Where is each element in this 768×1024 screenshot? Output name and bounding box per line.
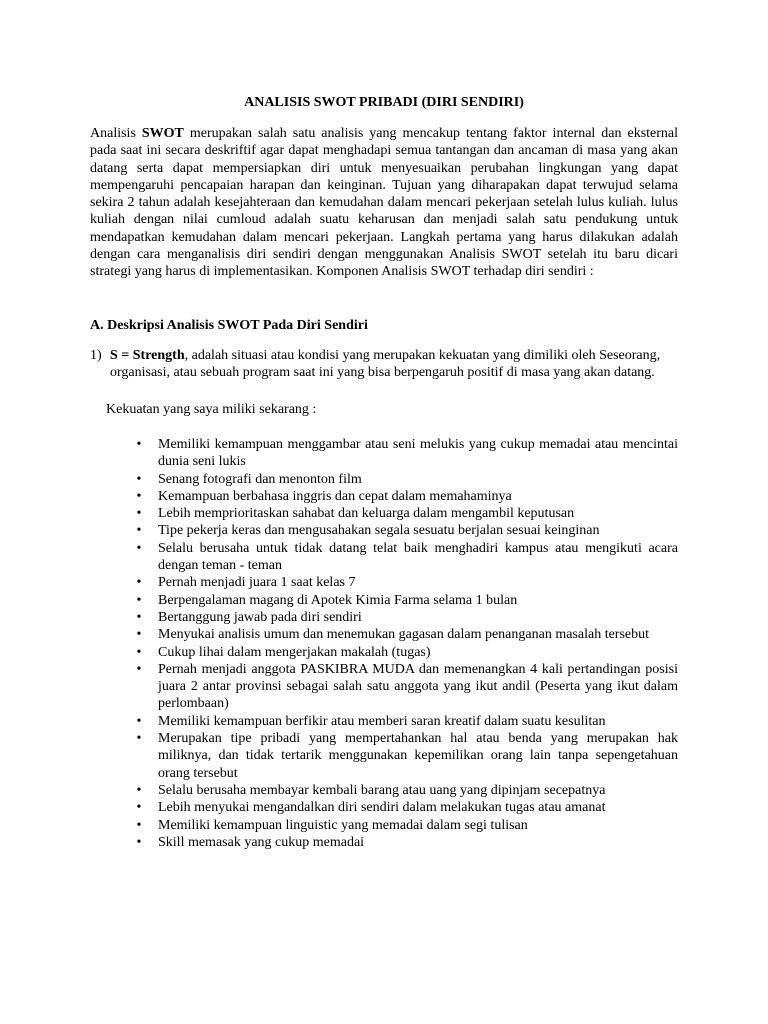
bullet-icon: • (136, 609, 142, 625)
list-item-text: Selalu berusaha membayar kembali barang atau uang yang dipinjam secepatnya (158, 782, 606, 798)
bullet-icon: • (136, 540, 142, 556)
intro-body: merupakan salah satu analisis yang mencakup tentang faktor internal dan eksternal pada saat ini secara deskriftif agar dapat menghadapi semua tantangan dan ancaman di masa yang akan datang serta dapat mempersiapkan diri untuk menyesuaikan perubahan lingkungan yang dapat mempengaruhi pencapaian harapan dan keinginan. Tujuan yang diharapakan dapat terwujud selama sekira 2 tahun adalah kesejahteraan dan kemudahan dalam mencari pekerjaan setelah lulus kuliah. lulus kuliah dengan nilai cumloud adalah suatu keharusan dan menjadi salah satu pendukung untuk mendapatkan kemudahan dalam mencari pekerjaan. Langkah pertama yang harus dilakukan adalah dengan cara menganalisis diri sendiri dengan menggunakan Analisis SWOT setelah itu baru dicari strategi yang harus di implementasikan. Komponen Analisis SWOT terhadap diri sendiri : (90, 126, 679, 280)
bullet-icon: • (136, 817, 142, 833)
bullet-icon: • (136, 834, 142, 850)
list-item (132, 730, 678, 782)
intro-paragraph (90, 125, 678, 281)
bullet-icon: • (136, 437, 142, 452)
bullet-icon: • (136, 782, 142, 798)
list-item-text: Lebih menyukai mengandalkan diri sendiri dalam melakukan tugas atau amanat (158, 800, 606, 816)
bullet-icon: • (136, 506, 142, 522)
bullet-icon: • (136, 713, 142, 729)
list-item-text: Cukup lihai dalam mengerjakan makalah (tugas) (158, 644, 431, 660)
list-item-text: Merupakan tipe pribadi yang mempertahankan hal atau benda yang merupakan hak miliknya, dan tidak tertarik menggunakan kepemilikan orang lain tanpa sepengetahuan orang tersebut (158, 731, 678, 781)
list-item-text: Kemampuan berbahasa inggris dan cepat dalam memahaminya (158, 488, 512, 504)
intro-bold-swot: SWOT (141, 126, 184, 141)
list-item (132, 540, 678, 575)
list-item (132, 574, 678, 591)
bullet-icon: • (136, 800, 142, 816)
list-item-text: Selalu berusaha untuk tidak datang telat baik menghadiri kampus atau mengikuti acara dengan teman - teman (158, 540, 678, 574)
list-item (132, 626, 678, 643)
list-item (132, 713, 678, 730)
list-item-text: Skill memasak yang cukup memadai (158, 834, 365, 850)
list-item (132, 817, 678, 834)
strengths-list (132, 436, 678, 851)
list-item (132, 661, 678, 713)
list-item-text: Berpengalaman magang di Apotek Kimia Farma selama 1 bulan (158, 592, 518, 608)
list-item (132, 505, 678, 522)
list-item (132, 522, 678, 539)
strengths-intro: Kekuatan yang saya miliki sekarang : (106, 402, 317, 417)
list-item-text: Memiliki kemampuan linguistic yang memadai dalam segi tulisan (158, 817, 528, 833)
list-item (132, 834, 678, 851)
bullet-icon: • (136, 644, 142, 660)
list-item-text: Bertanggung jawab pada diri sendiri (158, 609, 362, 625)
item-text (110, 347, 670, 382)
list-item-text: Senang fotografi dan menonton film (158, 471, 362, 487)
bullet-icon: • (136, 731, 142, 747)
intro-prefix: Analisis (90, 126, 142, 141)
list-item (132, 799, 678, 816)
list-item (132, 592, 678, 609)
bullet-icon: • (136, 523, 142, 539)
list-item (132, 609, 678, 626)
list-item-text: Menyukai analisis umum dan menemukan gagasan dalam penanganan masalah tersebut (158, 627, 650, 643)
list-item-text: Pernah menjadi juara 1 saat kelas 7 (158, 575, 356, 591)
bullet-icon: • (136, 575, 142, 591)
list-item (132, 488, 678, 505)
list-item-text: Tipe pekerja keras dan mengusahakan segala sesuatu berjalan sesuai keinginan (158, 523, 600, 539)
list-item (132, 644, 678, 661)
strength-definition: , adalah situasi atau kondisi yang merupakan kekuatan yang dimiliki oleh Seseorang, organisasi, atau sebuah program saat ini yang bisa berpengaruh positif di masa yang akan datang. (110, 348, 661, 381)
bullet-icon: • (136, 471, 142, 487)
list-item (132, 471, 678, 488)
list-item-text: Memiliki kemampuan berfikir atau memberi saran kreatif dalam suatu kesulitan (158, 713, 606, 729)
list-item (132, 436, 678, 471)
bullet-icon: • (136, 661, 142, 677)
bullet-icon: • (136, 627, 142, 643)
list-item (132, 782, 678, 799)
item-number: 1) (90, 348, 102, 363)
document-title: ANALISIS SWOT PRIBADI (DIRI SENDIRI) (244, 95, 524, 110)
bullet-icon: • (136, 592, 142, 608)
section-a-heading: A. Deskripsi Analisis SWOT Pada Diri Sendiri (90, 318, 368, 333)
strength-label: S = Strength (110, 348, 185, 363)
list-item-text: Pernah menjadi anggota PASKIBRA MUDA dan memenangkan 4 kali pertandingan posisi juara 2 antar provinsi sebagai salah satu anggota yang ikut andil (Peserta yang ikut dalam perlombaan) (158, 661, 678, 712)
list-item-text: Lebih memprioritaskan sahabat dan keluarga dalam mengambil keputusan (158, 506, 575, 522)
bullet-icon: • (136, 488, 142, 504)
list-item-text: Memiliki kemampuan menggambar atau seni melukis yang cukup memadai atau mencintai dunia seni lukis (158, 437, 678, 470)
